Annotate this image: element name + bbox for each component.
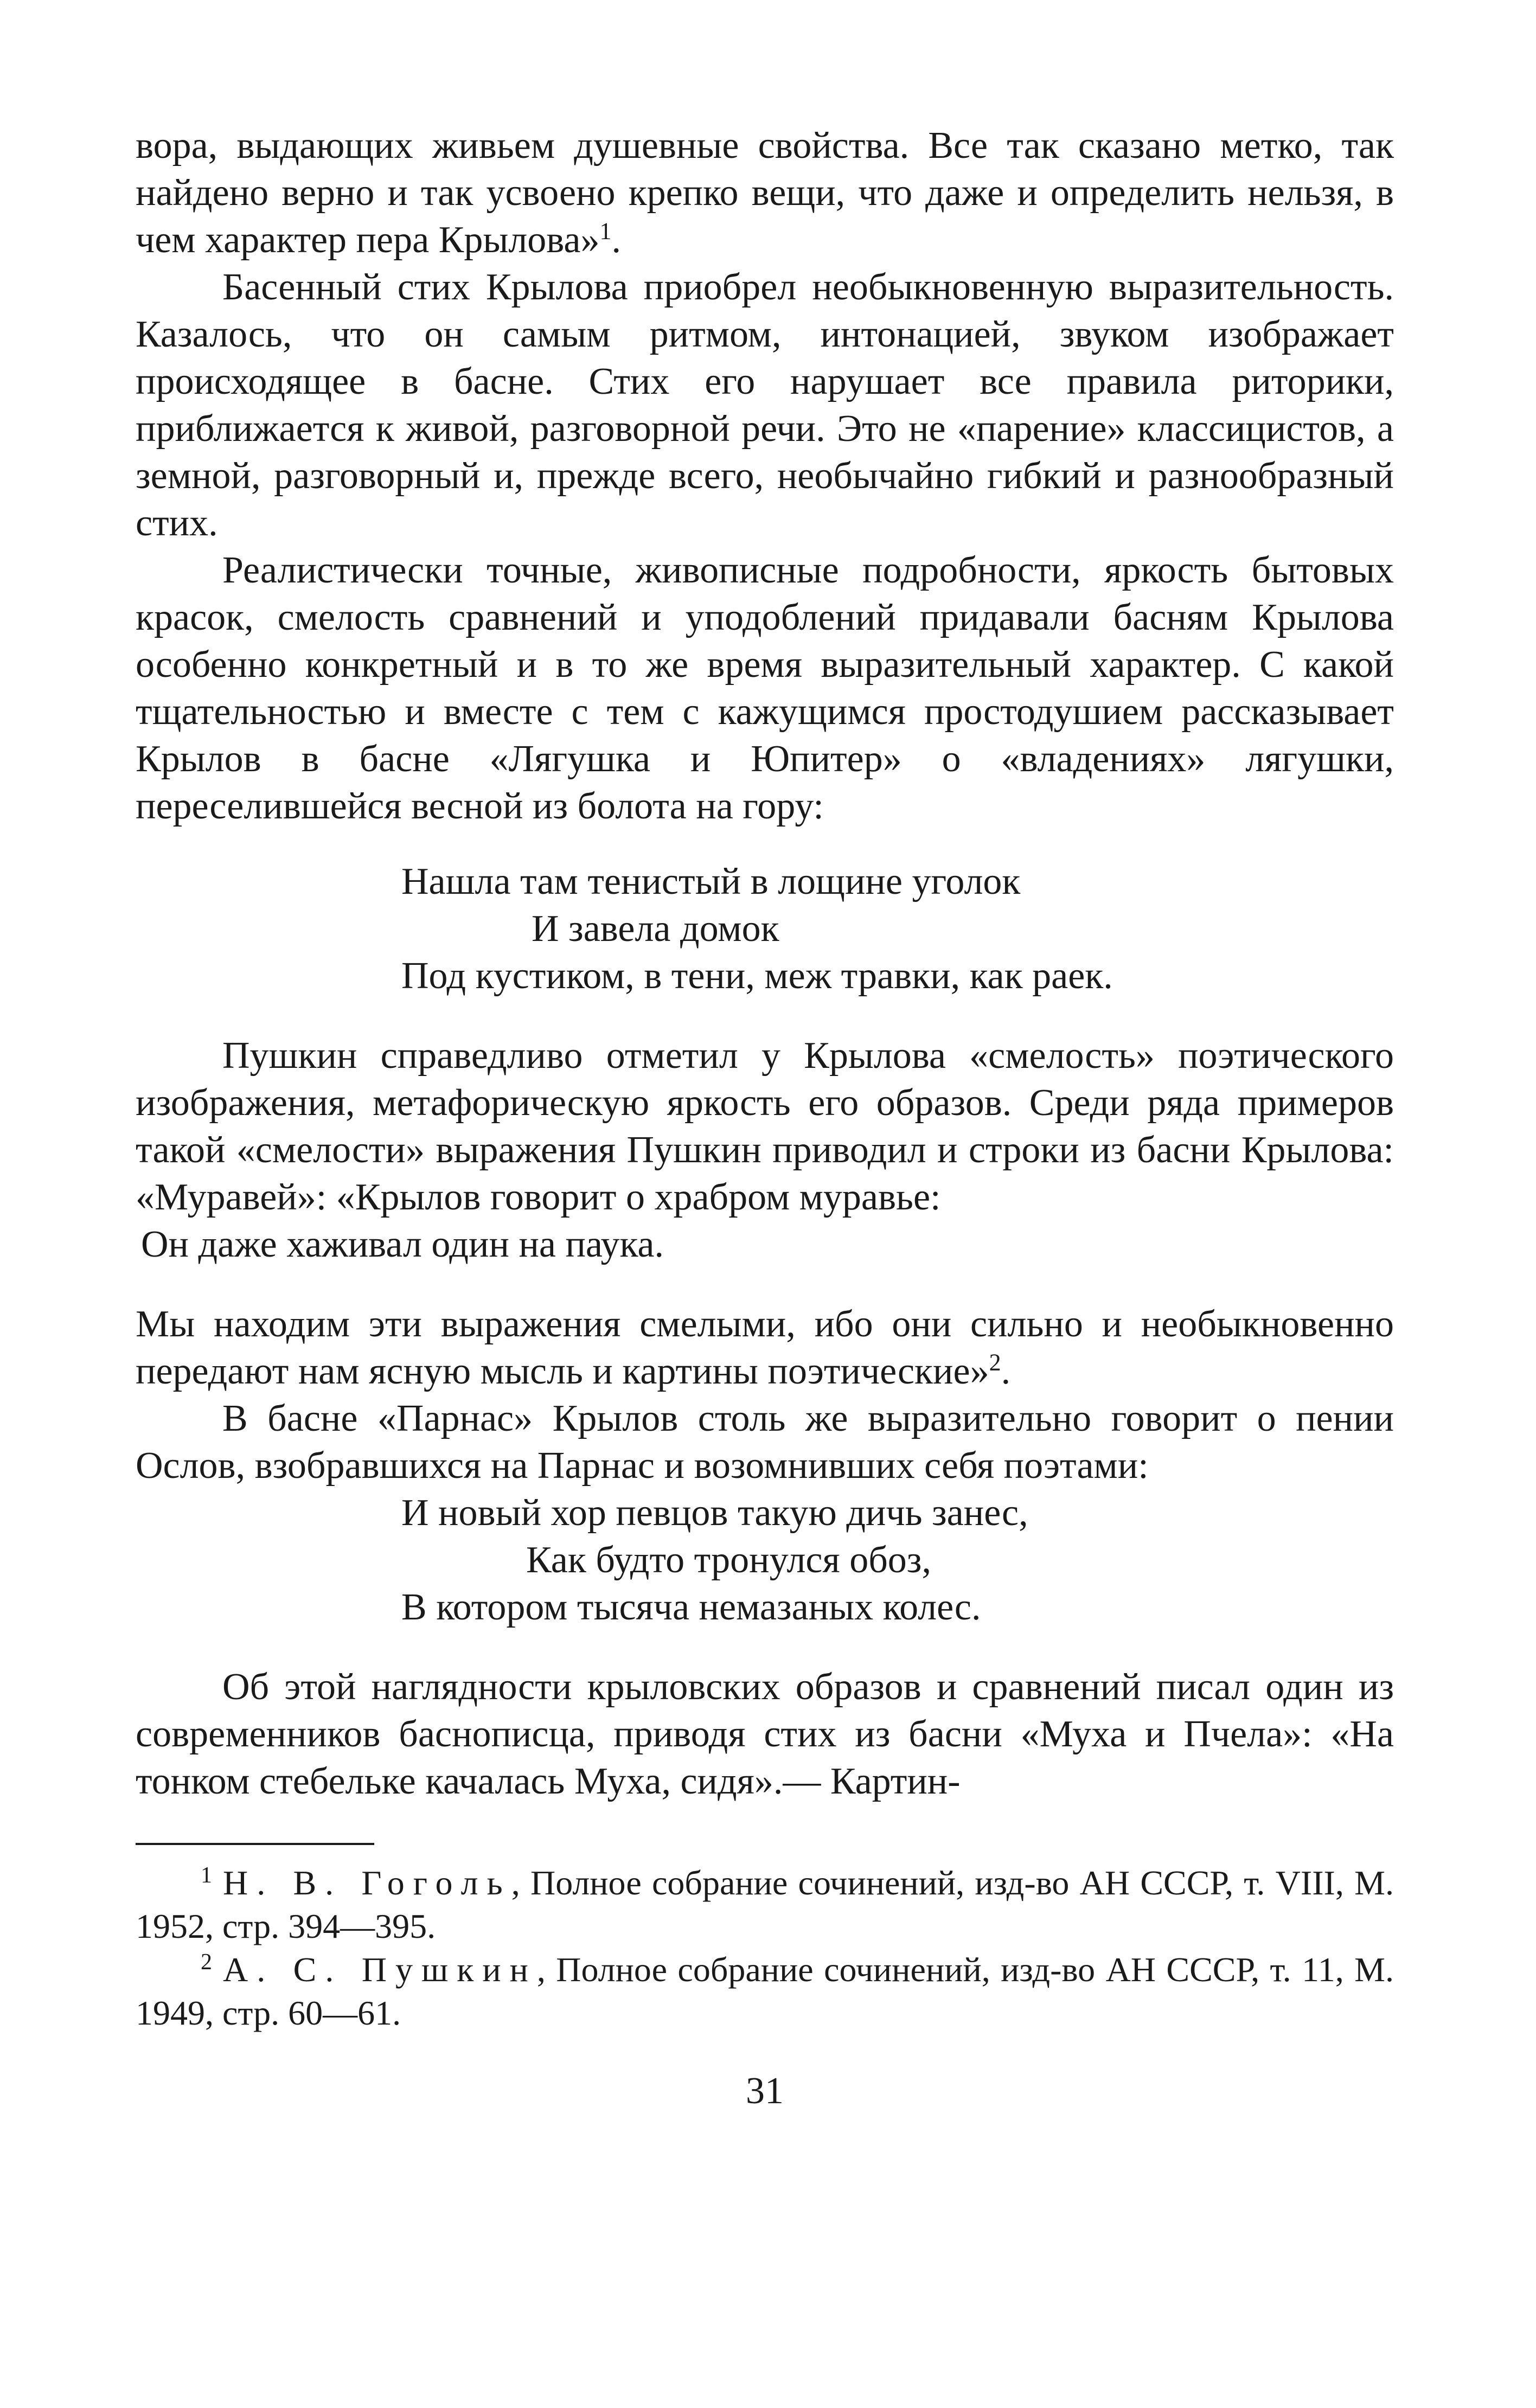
footnote-ref-1: 1 xyxy=(599,217,612,245)
paragraph-7: Об этой наглядности крыловских образов и сравнений писал один из современников баснописца, приводя стих из басни «Муха и Пчела»: «На тонком стебельке качалась Муха, сидя».— Картин- xyxy=(136,1666,1394,1802)
verse-line: Как будто тронулся обоз, xyxy=(526,1539,931,1581)
footnote-author: А. С. Пушкин xyxy=(223,1950,537,1989)
verse-line: Под кустиком, в тени, меж травки, как раек. xyxy=(401,955,1113,997)
verse-line: Нашла там тенистый в лощине уголок xyxy=(401,861,1021,902)
footnote-2 xyxy=(136,1948,1394,2035)
verse-frog-jupiter xyxy=(136,858,1394,1000)
footnote-mark: 1 xyxy=(201,1862,212,1888)
verse-parnassus xyxy=(136,1489,1394,1631)
footnote-1 xyxy=(136,1861,1394,1948)
paragraph-3: Реалистически точные, живописные подробности, яркость бытовых красок, смелость сравнений и уподоблений придавали басням Крылова особенно конкретный и в то же время выразительный характер. С какой тщательностью и вместе с тем с кажущимся простодушием рассказывает Крылов в басне «Лягушка и Юпитер» о «владениях» лягушки, переселившейся весной из болота на гору: xyxy=(136,549,1394,827)
page-number: 31 xyxy=(746,2070,784,2112)
verse-line: И новый хор певцов такую дичь занес, xyxy=(401,1492,1028,1534)
paragraph-6: В басне «Парнас» Крылов столь же выразительно говорит о пении Ослов, взобравшихся на Парнас и возомнивших себя поэтами: xyxy=(136,1398,1394,1487)
footnote-text: , Полное собрание сочинений, изд-во АН СССР, т. 11, М. 1949, стр. 60—61. xyxy=(136,1950,1394,2032)
paragraph-1-tail: . xyxy=(611,219,621,261)
book-page xyxy=(136,122,1394,2115)
paragraph-5-text: Мы находим эти выражения смелыми, ибо они сильно и необыкновенно передают нам ясную мысль и картины поэтические» xyxy=(136,1303,1394,1392)
paragraph-5 xyxy=(136,1301,1394,1395)
verse-line: В котором тысяча немазаных колес. xyxy=(401,1586,981,1628)
verse-ant xyxy=(136,1221,1394,1268)
verse-line: Он даже хаживал один на паука. xyxy=(141,1224,664,1265)
paragraph-1-text: вора, выдающих живьем душевные свойства. Все так сказано метко, так найдено верно и так усвоено крепко вещи, что даже и определить нельзя, в чем характер пера Крылова» xyxy=(136,125,1394,261)
paragraph-2: Басенный стих Крылова приобрел необыкновенную выразительность. Казалось, что он самым ритмом, интонацией, звуком изображает происходящее в басне. Стих его нарушает все правила риторики, приближается к живой, разговорной речи. Это не «парение» классицистов, а земной, разговорный и, прежде всего, необычайно гибкий и разнообразный стих. xyxy=(136,266,1394,544)
verse-line: И завела домок xyxy=(532,908,779,950)
paragraph-4: Пушкин справедливо отметил у Крылова «смелость» поэтического изображения, метафорическую яркость его образов. Среди ряда примеров такой «смелости» выражения Пушкин приводил и строки из басни Крылова: «Муравей»: «Крылов говорит о храбром муравье: xyxy=(136,1035,1394,1218)
footnote-mark: 2 xyxy=(201,1949,212,1975)
paragraph-1 xyxy=(136,122,1394,264)
footnote-ref-2: 2 xyxy=(989,1349,1001,1376)
footnotes xyxy=(136,1861,1394,2035)
footnote-author: Н. В. Гоголь xyxy=(223,1863,511,1902)
footnote-text: , Полное собрание сочинений, изд-во АН СССР, т. VIII, М. 1952, стр. 394—395. xyxy=(136,1863,1394,1945)
paragraph-5-tail: . xyxy=(1001,1350,1011,1392)
footnote-divider xyxy=(136,1843,374,1845)
